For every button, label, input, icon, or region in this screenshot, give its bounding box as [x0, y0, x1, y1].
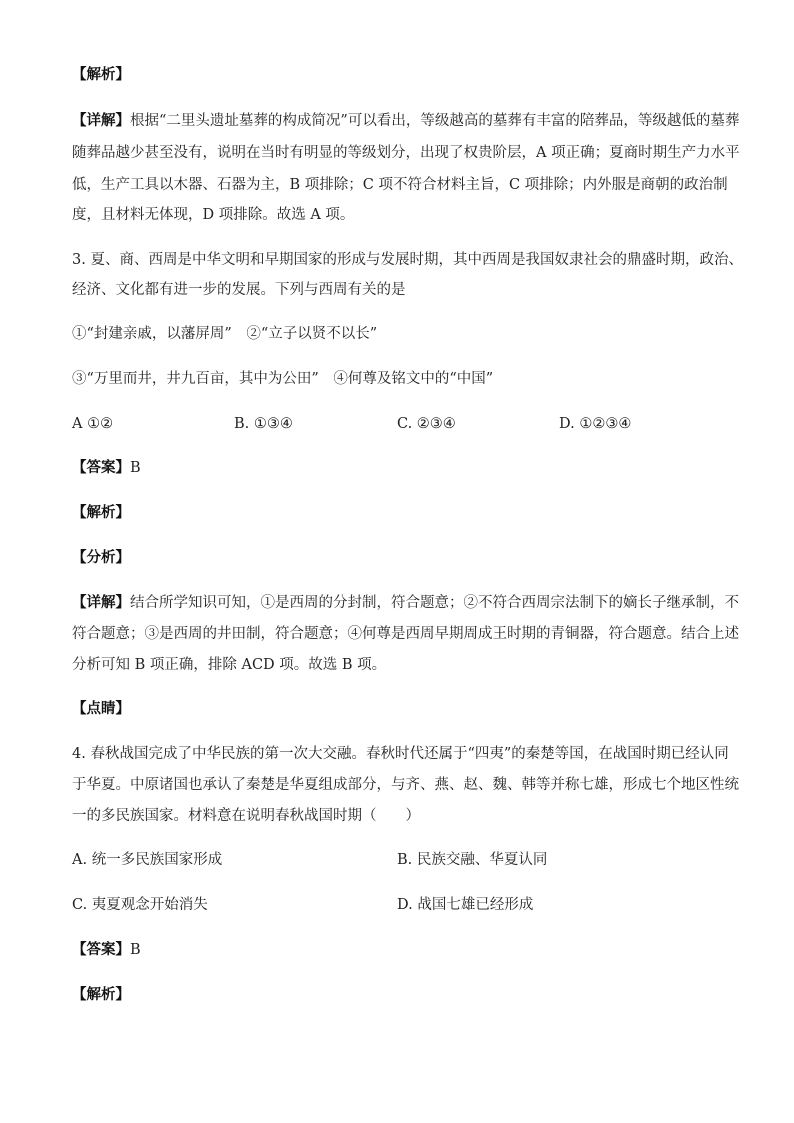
q4-option-b: B. 民族交融、华夏认同 [397, 852, 548, 868]
q3-items-line-1: ①“封建亲戚，以藩屏周” ②“立子以贤不以长” [72, 326, 378, 342]
q3-stem-line-2: 经济、文化都有进一步的发展。下列与西周有关的是 [72, 282, 406, 298]
q3-option-a: A ①② [72, 416, 114, 432]
q2-detail-label: 【详解】 [72, 112, 130, 129]
q4-option-a: A. 统一多民族国家形成 [72, 852, 223, 868]
q4-option-d: D. 战国七雄已经形成 [397, 897, 534, 913]
q4-stem-line-2: 于华夏。中原诸国也承认了秦楚是华夏组成部分，与齐、燕、赵、魏、韩等并称七雄，形成七个地区性统 [72, 777, 739, 793]
q3-dianjing-label: 【点睛】 [72, 700, 130, 717]
q2-detail-line-2: 随葬品越少甚至没有，说明在当时有明显的等级划分，出现了权贵阶层，A 项正确；夏商时期生产力水平 [72, 145, 740, 161]
q3-detail-line-2: 符合题意；③是西周的井田制，符合题意；④何尊是西周早期周成王时期的青铜器，符合题意。结合上述 [72, 626, 739, 642]
q3-fenxi-label: 【分析】 [72, 549, 130, 566]
q3-detail-label: 【详解】 [72, 594, 130, 611]
q2-detail-line-1: 【详解】根据“二里头遗址墓葬的构成简况”可以看出，等级越高的墓葬有丰富的陪葬品，等级越低的墓葬 [72, 112, 740, 129]
q2-detail-line-3: 低，生产工具以木器、石器为主，B 项排除；C 项不符合材料主旨，C 项排除；内外服是商朝的政治制 [72, 177, 728, 193]
q4-answer-label: 【答案】 [72, 941, 130, 958]
q4-stem-line-1: 4. 春秋战国完成了中华民族的第一次大交融。春秋时代还属于“四夷”的秦楚等国，在战国时期已经认同 [72, 746, 729, 762]
q3-answer-label: 【答案】 [72, 459, 130, 476]
q3-option-c: C. ②③④ [397, 416, 456, 432]
q3-option-b: B. ①③④ [234, 416, 293, 432]
q4-answer-row [72, 940, 141, 960]
q4-stem-line-3: 一的多民族国家。材料意在说明春秋战国时期（ ） [72, 808, 420, 824]
q3-items-line-2: ③“万里而井，井九百亩，其中为公田” ④何尊及铭文中的“中国” [72, 371, 494, 387]
q3-answer-value: B [130, 460, 141, 476]
q2-analysis-label: 【解析】 [72, 66, 130, 83]
q3-stem-line-1: 3. 夏、商、西周是中华文明和早期国家的形成与发展时期，其中西周是我国奴隶社会的鼎盛时期，政治、 [72, 252, 743, 268]
q3-answer-row [72, 458, 141, 478]
q4-option-c: C. 夷夏观念开始消失 [72, 897, 208, 913]
q3-analysis-label: 【解析】 [72, 504, 130, 521]
q4-analysis-label: 【解析】 [72, 986, 130, 1003]
q2-detail-line-4: 度，且材料无体现，D 项排除。故选 A 项。 [72, 207, 355, 223]
q4-answer-value: B [130, 942, 141, 958]
q3-detail-line-3: 分析可知 B 项正确，排除 ACD 项。故选 B 项。 [72, 657, 387, 673]
q3-option-d: D. ①②③④ [559, 416, 632, 432]
q3-detail-line-1: 【详解】结合所学知识可知，①是西周的分封制，符合题意；②不符合西周宗法制下的嫡长子继承制，不 [72, 594, 739, 611]
